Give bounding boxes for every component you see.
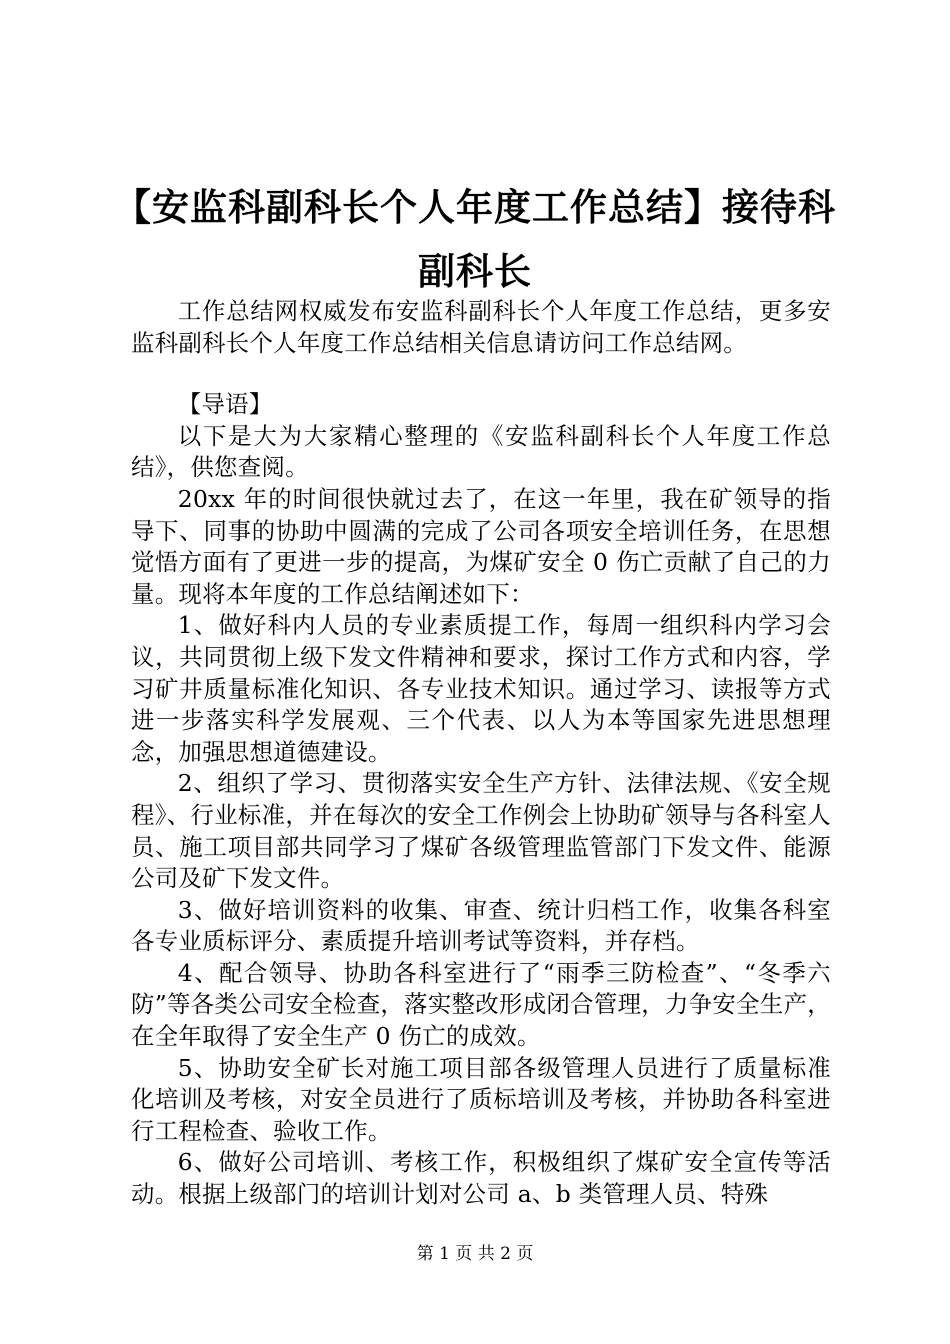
intro-paragraph: 工作总结网权威发布安监科副科长个人年度工作总结，更多安监科副科长个人年度工作总结相关信息请访问工作总结网。 [131,297,831,357]
item-6-paragraph: 6、做好公司培训、考核工作，积极组织了煤矿安全宣传等活动。根据上级部门的培训计划对公司 a、b 类管理人员、特殊 [131,1148,831,1209]
document-title: 【安监科副科长个人年度工作总结】接待科副科长 [114,186,836,293]
item-2-paragraph: 2、组织了学习、贯彻落实安全生产方针、法律法规、《安全规程》、行业标准，并在每次的安全工作例会上协助矿领导与各科室人员、施工项目部共同学习了煤矿各级管理监管部门下发文件、能源公司及矿下发文件。 [131,769,831,893]
page-number-footer: 第 1 页 共 2 页 [416,1244,534,1264]
item-3-paragraph: 3、做好培训资料的收集、审查、统计归档工作，收集各科室各专业质标评分、素质提升培训考试等资料，并存档。 [131,895,831,956]
item-5-paragraph: 5、协助安全矿长对施工项目部各级管理人员进行了质量标准化培训及考核，对安全员进行了质标培训及考核，并协助各科室进行工程检查、验收工作。 [131,1053,831,1145]
guide-heading: 【导语】 [177,390,273,419]
summary-paragraph: 20xx 年的时间很快就过去了，在这一年里，我在矿领导的指导下、同事的协助中圆满的完成了公司各项安全培训任务，在思想觉悟方面有了更进一步的提高，为煤矿安全 0 伤亡贡献了自己的力量。现将本年度的工作总结阐述如下： [131,484,831,608]
document-body [131,296,831,1211]
item-4-paragraph: 4、配合领导、协助各科室进行了“雨季三防检查”、“冬季六防”等各类公司安全检查，落实整改形成闭合管理，力争安全生产，在全年取得了安全生产 0 伤亡的成效。 [131,958,831,1051]
guide-paragraph: 以下是大为大家精心整理的《安监科副科长个人年度工作总结》，供您查阅。 [131,421,831,482]
item-1-paragraph: 1、做好科内人员的专业素质提工作，每周一组织科内学习会议，共同贯彻上级下发文件精神和要求，探讨工作方式和内容，学习矿井质量标准化知识、各专业技术知识。通过学习、读报等方式进一步落实科学发展观、三个代表、以人为本等国家先进思想理念，加强思想道德建设。 [131,611,831,766]
